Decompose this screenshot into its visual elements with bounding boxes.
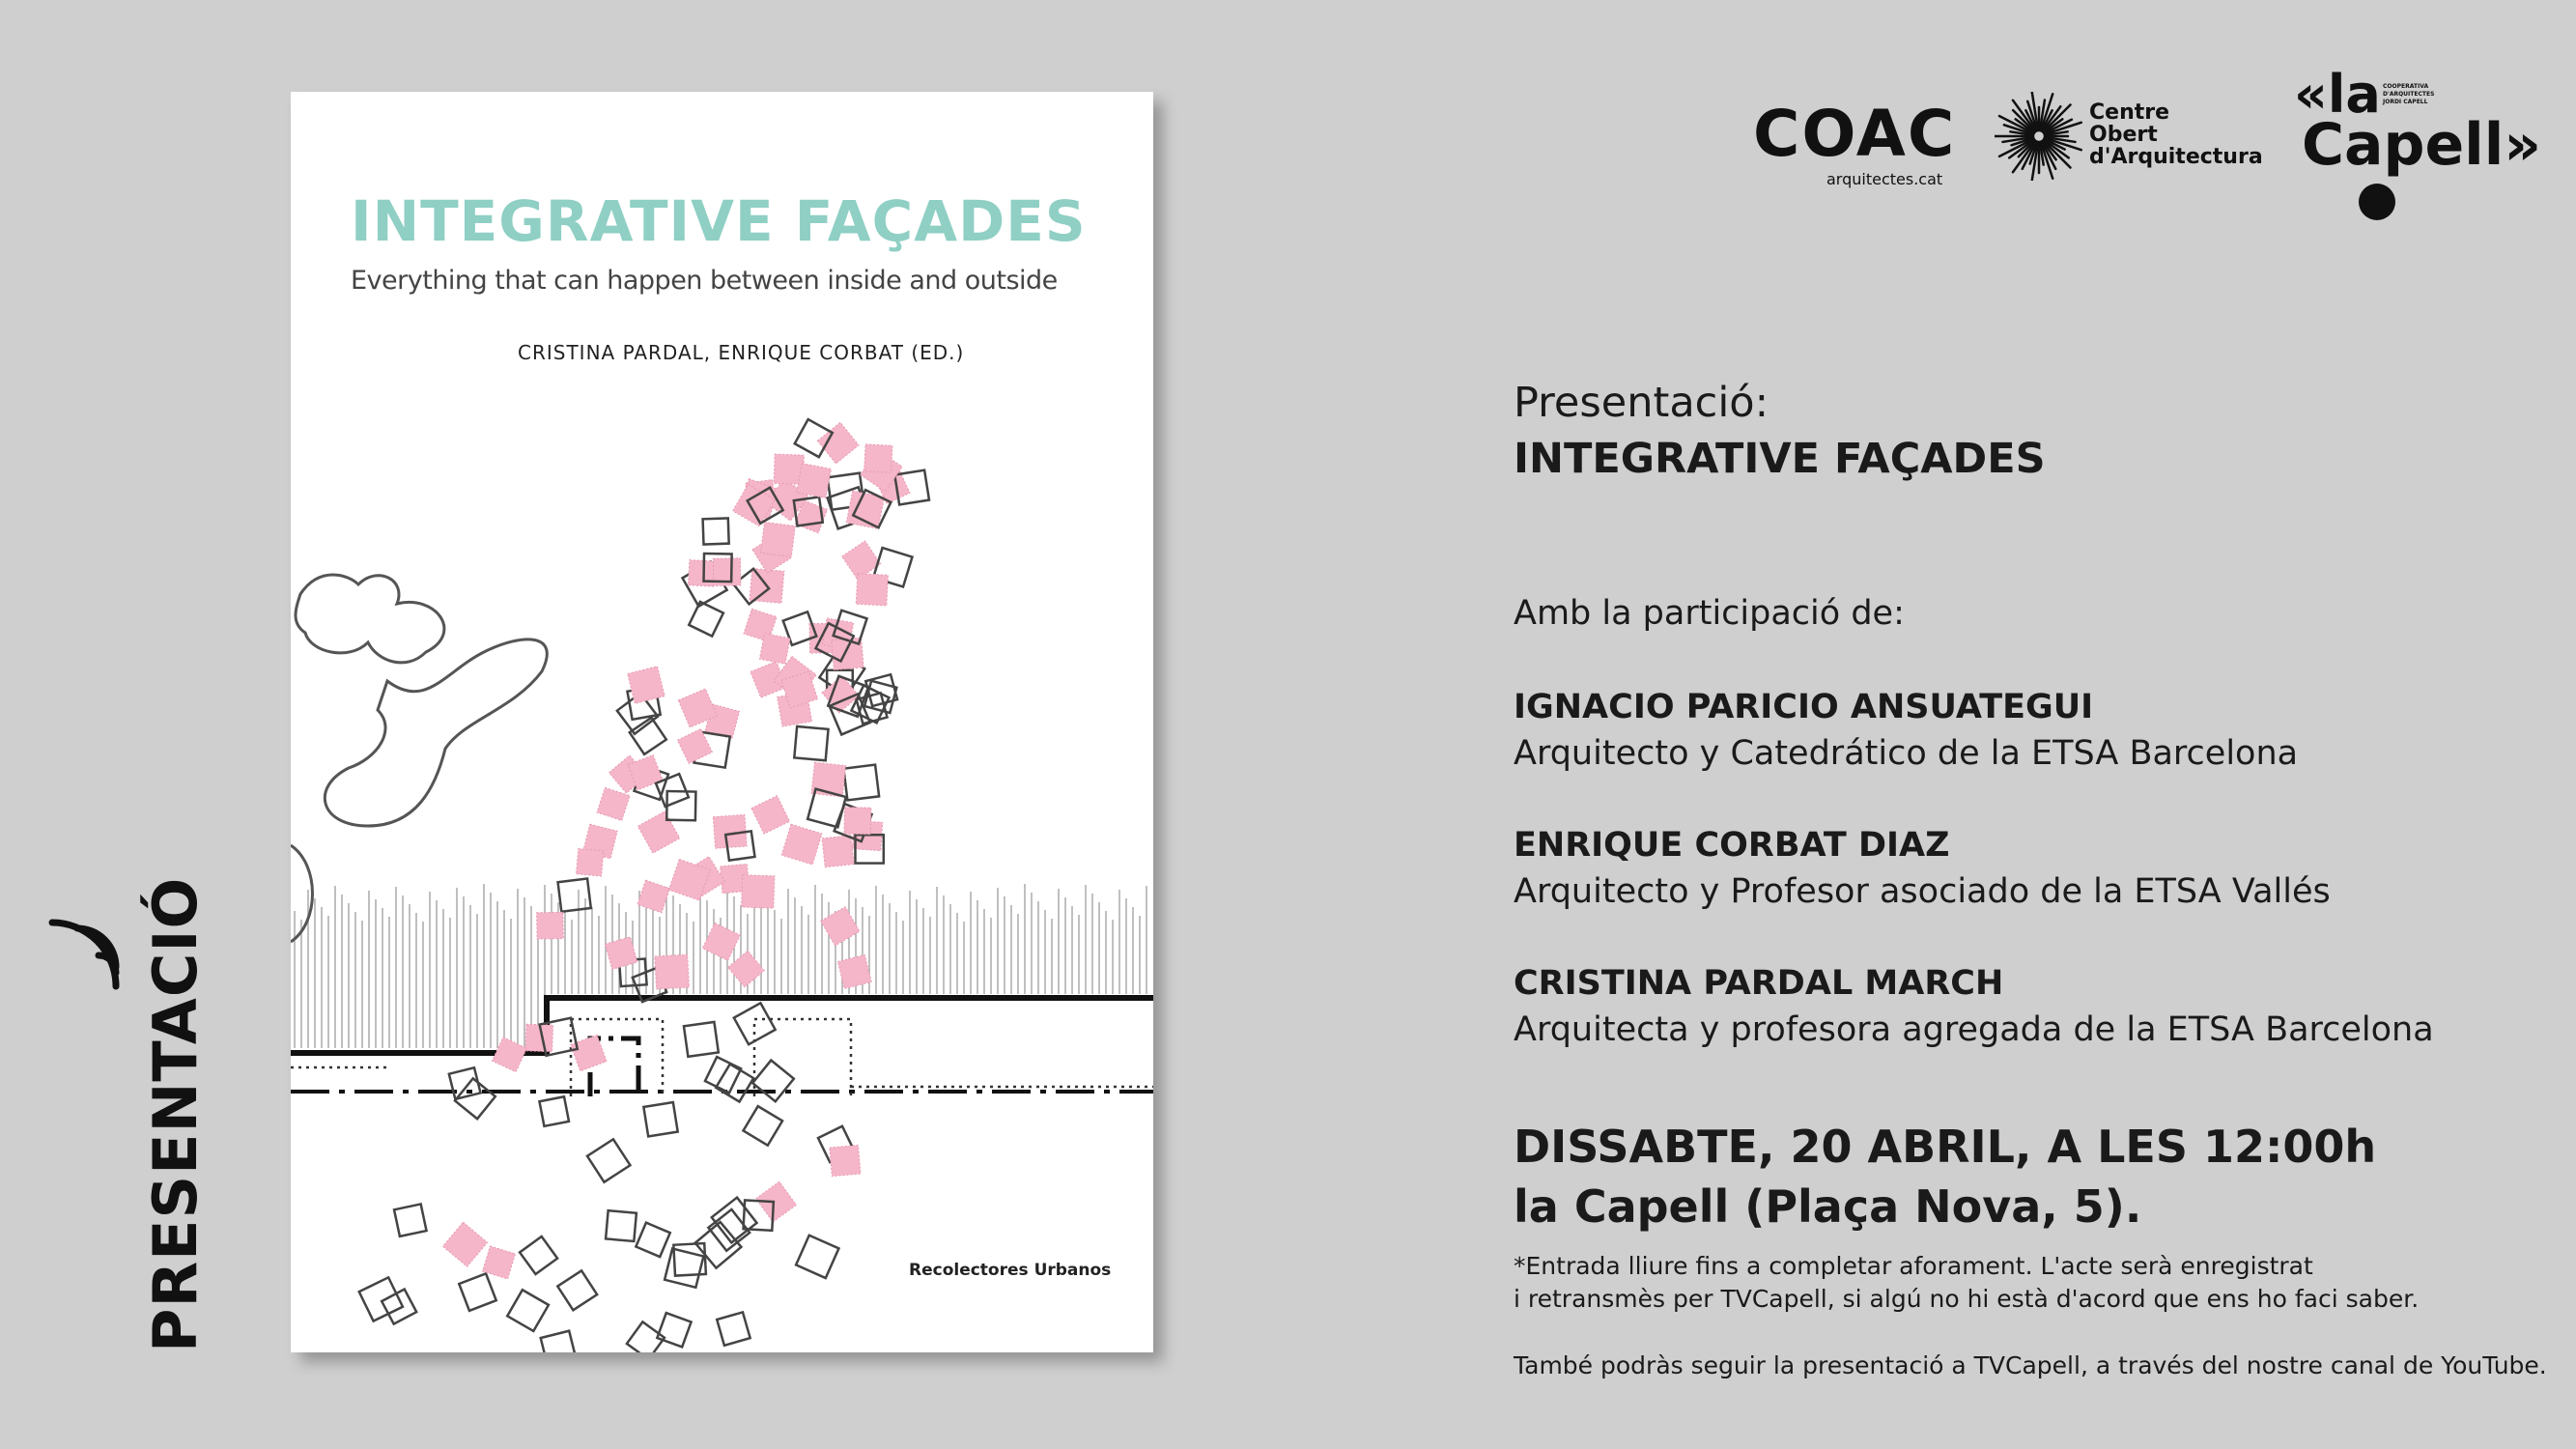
cover-square [864,444,892,472]
capell-la: «la [2294,64,2381,125]
cover-square [636,1223,669,1257]
round-badge-icon [2359,184,2395,220]
event-note-line-1: *Entrada lliure fins a completar aforament. L'acte serà enregistrat [1514,1252,2313,1280]
cover-square [865,674,897,706]
cover-square [844,808,871,835]
capell-coop-line-3: JORDI CAPELL [2383,99,2428,105]
centre-line-3: d'Arquitectura [2089,145,2263,169]
cover-subtitle: Everything that can happen between inside and outside [351,266,1058,296]
side-label-presentacio: PRESENTACIÓ [140,876,211,1352]
centre-obert-logo-text [2089,101,2263,168]
cover-square [684,1022,719,1057]
cover-square [796,1236,838,1278]
cover-square [442,1222,487,1266]
centre-line-1: Centre [2089,100,2170,125]
cover-square [394,1204,426,1236]
participant-role: Arquitecto y Catedrático de la ETSA Barcelona [1514,734,2299,773]
cover-square [655,954,690,989]
cover-square [821,907,860,946]
presentation-label: Presentació: [1514,379,1769,427]
cover-square [576,849,603,876]
cover-square [744,1106,783,1146]
la-capell-logo [2294,64,2542,227]
capell-coop-text [2383,83,2434,106]
cover-square [597,787,630,820]
cover-square [587,1139,630,1181]
cover-square [689,560,716,587]
cover-publisher: Recolectores Urbanos [909,1261,1112,1280]
cover-square [382,1290,416,1324]
cover-square [606,1210,637,1241]
cover-square [742,875,775,908]
cover-square [781,824,822,865]
cover-square [643,1102,677,1136]
participant-name: CRISTINA PARDAL MARCH [1514,964,2004,1003]
cover-square [759,634,790,665]
capell-coop-line-2: D'ARQUITECTES [2383,91,2435,98]
event-date: DISSABTE, 20 ABRIL, A LES 12:00h [1514,1121,2377,1173]
coac-logo-word: COAC [1753,97,1957,171]
cover-square [557,1270,597,1310]
cover-square [761,523,796,557]
cover-square [797,464,832,498]
capell-word: Capell» [2302,111,2542,179]
cover-square [665,1248,703,1287]
cover-square [794,726,828,760]
participant-name: ENRIQUE CORBAT DIAZ [1514,826,1950,865]
centre-line-2: Obert [2089,123,2158,147]
cover-square [752,1061,794,1102]
cover-square [637,880,670,913]
cover-square [627,1321,665,1352]
coac-logo [1753,97,1957,193]
cover-square [717,1312,750,1345]
participant-name: IGNACIO PARICIO ANSUATEGUI [1514,688,2094,726]
capell-coop-line-1: COOPERATIVA [2383,83,2429,90]
cover-square [507,1290,549,1331]
cover-square [359,1277,403,1321]
cover-square [628,667,665,704]
participant-role: Arquitecta y profesora agregada de la ETSA Barcelona [1514,1010,2434,1049]
cover-square [537,912,564,939]
coac-logo-sub: arquitectes.cat [1826,170,1943,188]
cover-square [449,1067,481,1099]
event-place: la Capell (Plaça Nova, 5). [1514,1180,2142,1233]
cover-square [483,1246,516,1279]
cover-title: INTEGRATIVE FAÇADES [351,188,1087,254]
cover-square [830,1145,861,1176]
cover-square [459,1273,495,1310]
cover-square [539,1096,569,1126]
book-cover [291,92,1153,1352]
cover-square [843,765,879,801]
participant-role: Arquitecto y Profesor asociado de la ETSA Vallés [1514,872,2331,911]
participation-intro: Amb la participació de: [1514,594,1905,633]
cover-square [822,836,854,867]
cover-square [541,1331,577,1352]
cover-square [666,791,695,820]
cover-authors: CRISTINA PARDAL, ENRIQUE CORBAT (ED.) [518,341,965,364]
event-note-line-2: i retransmès per TVCapell, si algú no hi està d'acord que ens ho faci saber. [1514,1285,2420,1313]
event-note-line-3: També podràs seguir la presentació a TVCapell, a través del nostre canal de YouTube. [1514,1351,2547,1379]
cover-square [751,796,790,835]
cover-square [734,1003,776,1044]
cover-square [856,574,888,606]
cover-square [689,602,723,637]
sunburst-icon [1995,92,2083,181]
cover-square [520,1236,557,1274]
centre-obert-logo [1995,92,2263,188]
signal-waves-icon [29,903,126,1000]
cover-square [637,811,679,853]
presentation-title: INTEGRATIVE FAÇADES [1514,435,2046,483]
cover-square [703,518,729,544]
